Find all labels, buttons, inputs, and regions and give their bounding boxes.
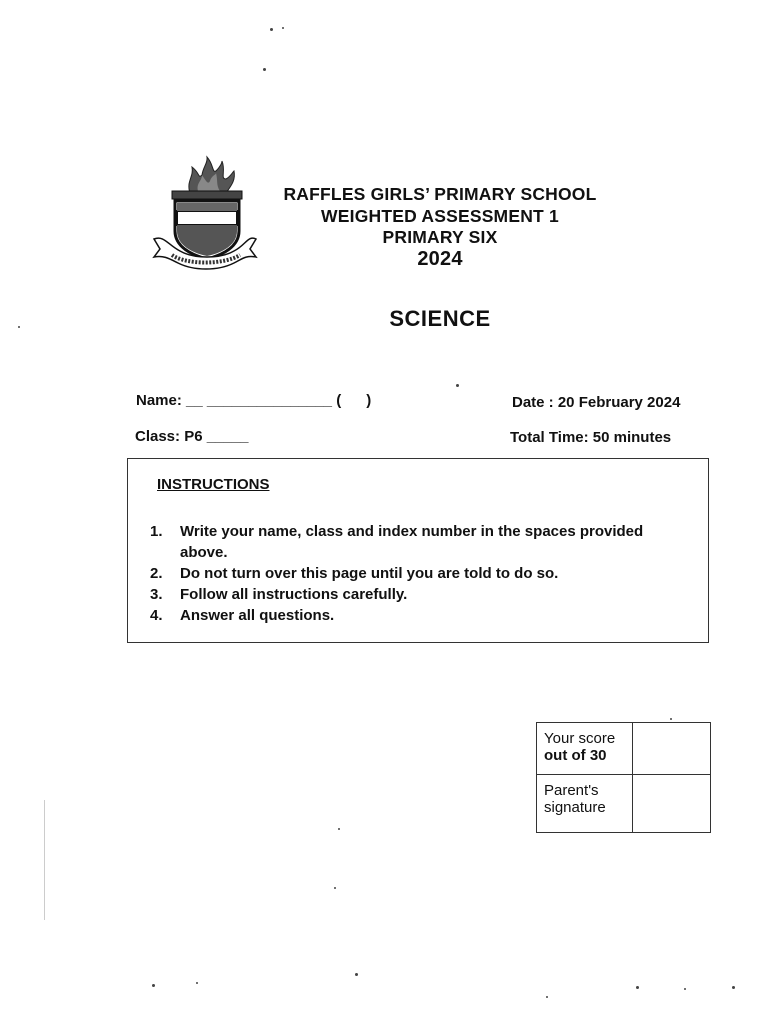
instruction-item	[150, 563, 690, 584]
scan-speck	[18, 326, 20, 328]
assessment-title: WEIGHTED ASSESSMENT 1	[321, 206, 559, 226]
instruction-text: Do not turn over this page until you are told to do so.	[180, 565, 559, 582]
class-field	[135, 428, 248, 445]
scan-speck	[355, 973, 358, 976]
exam-date: Date : 20 February 2024	[512, 394, 681, 411]
scan-speck	[152, 984, 155, 987]
instruction-text: Follow all instructions carefully.	[180, 586, 408, 603]
scan-speck	[263, 68, 266, 71]
school-crest-logo	[150, 155, 260, 275]
school-name: RAFFLES GIRLS’ PRIMARY SCHOOL	[283, 184, 597, 204]
class-blank: _____	[206, 428, 249, 445]
scan-speck	[334, 887, 336, 889]
score-label-line2: out of 30	[544, 747, 607, 764]
instruction-number: 1.	[150, 523, 163, 540]
signature-label-line2: signature	[544, 799, 606, 816]
grade-level: PRIMARY SIX	[382, 227, 498, 247]
instructions-list	[150, 521, 690, 626]
total-time: Total Time: 50 minutes	[510, 429, 672, 446]
scan-speck	[196, 982, 198, 984]
signature-label-line1: Parent's	[544, 782, 599, 799]
class-label: Class: P6	[135, 428, 203, 445]
scan-speck	[636, 986, 639, 989]
score-row	[537, 723, 711, 775]
instruction-text: Write your name, class and index number in the spaces provided above.	[180, 523, 644, 561]
scan-speck	[456, 384, 459, 387]
instruction-number: 2.	[150, 565, 163, 582]
score-label-cell	[537, 723, 633, 775]
score-label-line1: Your score	[544, 730, 616, 747]
subject-title: SCIENCE	[389, 306, 491, 331]
scan-speck	[732, 986, 735, 989]
score-table	[536, 722, 711, 833]
scan-speck	[684, 988, 686, 990]
signature-label-cell	[537, 775, 633, 833]
exam-year: 2024	[417, 248, 463, 270]
scan-speck	[282, 27, 284, 29]
scan-speck	[338, 828, 340, 830]
instruction-item	[150, 605, 690, 626]
scan-speck	[670, 718, 672, 720]
instruction-item	[150, 584, 690, 605]
instructions-title: INSTRUCTIONS	[157, 476, 270, 493]
signature-row	[537, 775, 711, 833]
scan-speck	[270, 28, 273, 31]
scan-speck	[546, 996, 548, 998]
instruction-text: Answer all questions.	[180, 607, 335, 624]
signature-value-cell[interactable]	[633, 775, 711, 833]
scan-speck	[44, 800, 45, 920]
name-blank: __ _______________	[186, 392, 333, 409]
score-value-cell[interactable]	[633, 723, 711, 775]
index-number-brackets: ( )	[336, 392, 372, 409]
instruction-number: 4.	[150, 607, 163, 624]
name-field	[136, 392, 371, 409]
instruction-number: 3.	[150, 586, 163, 603]
instruction-item	[150, 521, 690, 563]
name-label: Name:	[136, 392, 182, 409]
